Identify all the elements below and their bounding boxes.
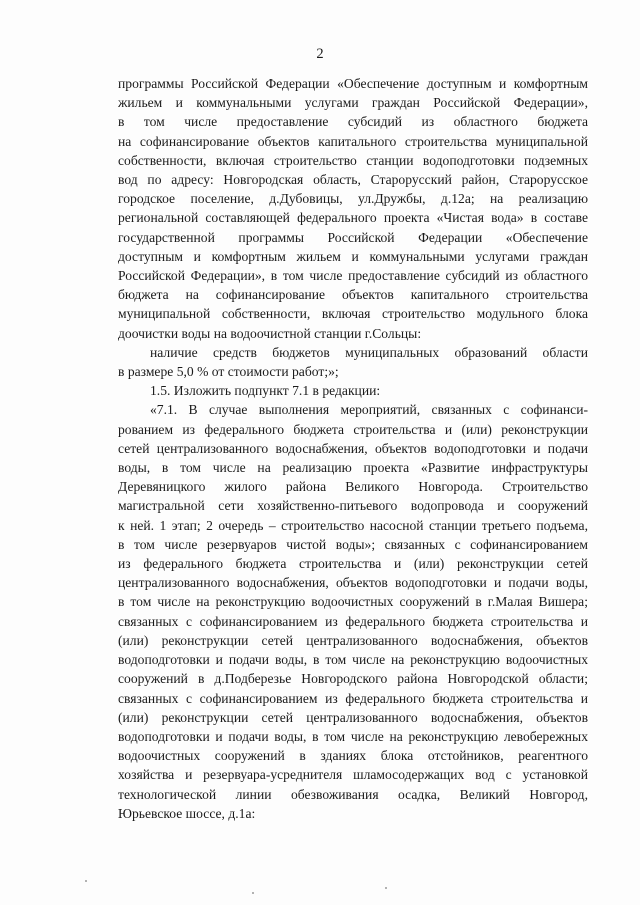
text-line: государственной программы Российской Федерации «Обеспечение [118,229,588,245]
text-line: сооружений в д.Подберезье Новгородского района Новгородской области; [118,671,588,687]
text-line: региональной составляющей федерального проекта «Чистая вода» в составе [118,210,588,226]
text-line: Деревяницкого жилого района Великого Новгорода. Строительство [118,479,588,495]
text-line: Юрьевское шоссе, д.1а: [118,805,256,821]
text-line: 1.5. Изложить подпункт 7.1 в редакции: [150,383,381,399]
text-line: в размере 5,0 % от стоимости работ;»; [118,364,339,380]
text-line: связанных с софинансированием из федерального бюджета строительства и [118,613,588,629]
text-line: доступным и комфортным жильем и коммунальными услугами граждан [118,248,588,264]
text-line: жильем и коммунальными услугами граждан Российской Федерации», [118,95,588,111]
text-line: в том числе резервуаров чистой воды»; связанных с софинансированием [118,536,588,552]
text-line: магистральной сети хозяйственно-питьевого водопровода и сооружений [118,498,588,514]
document-body [118,74,588,823]
text-line: рованием из федерального бюджета строительства и (или) реконструкции [118,421,588,437]
scan-speck [385,887,387,889]
scan-speck [252,892,254,894]
text-line: Российской Федерации», в том числе предоставление субсидий из областного [118,268,588,284]
text-line: наличие средств бюджетов муниципальных образований области [150,344,588,360]
text-line: в том числе предоставление субсидий из областного бюджета [118,114,588,130]
text-line: муниципальной собственности, включая строительство модульного блока [118,306,588,322]
text-line: к ней. 1 этап; 2 очередь – строительство насосной станции третьего подъема, [118,517,588,533]
text-line: централизованного водоснабжения, объектов водоподготовки и подачи воды, [118,575,588,591]
text-line: сетей централизованного водоснабжения, объектов водоподготовки и подачи [118,440,588,456]
text-line: (или) реконструкции сетей централизованного водоснабжения, объектов [118,632,588,648]
scan-speck [85,880,87,882]
text-line: собственности, включая строительство станции водоподготовки подземных [118,152,588,168]
text-line: доочистки воды на водоочистной станции г.Сольцы: [118,325,422,341]
text-line: связанных с софинансированием из федерального бюджета строительства и [118,690,588,706]
text-line: бюджета на софинансирование объектов капитального строительства [118,287,588,303]
text-line: воды, в том числе на реализацию проекта «Развитие инфраструктуры [118,460,588,476]
text-line: из федерального бюджета строительства и (или) реконструкции сетей [118,556,588,572]
text-line: водоочистных сооружений в зданиях блока отстойников, реагентного [118,748,588,764]
text-line: в том числе на реконструкцию водоочистных сооружений в г.Малая Вишера; [118,594,588,610]
text-line: водоподготовки и подачи воды, в том числе на реконструкцию водоочистных [118,652,588,668]
text-line: хозяйства и резервуара-усреднителя шламосодержащих вод с установкой [118,767,588,783]
text-line: программы Российской Федерации «Обеспечение доступным и комфортным [118,76,588,91]
text-line: городское поселение, д.Дубовицы, ул.Дружбы, д.12а; на реализацию [118,191,588,207]
text-line: вод по адресу: Новгородская область, Старорусский район, Старорусское [118,172,588,188]
text-line: на софинансирование объектов капитального строительства муниципальной [118,133,588,149]
text-line: технологической линии обезвоживания осадка, Великий Новгород, [118,786,588,802]
text-line: «7.1. В случае выполнения мероприятий, связанных с софинанси- [150,402,588,418]
page-number: 2 [316,46,324,62]
text-line: (или) реконструкции сетей централизованного водоснабжения, объектов [118,709,588,725]
text-line: водоподготовки и подачи воды, в том числе на реконструкцию левобережных [118,728,588,744]
